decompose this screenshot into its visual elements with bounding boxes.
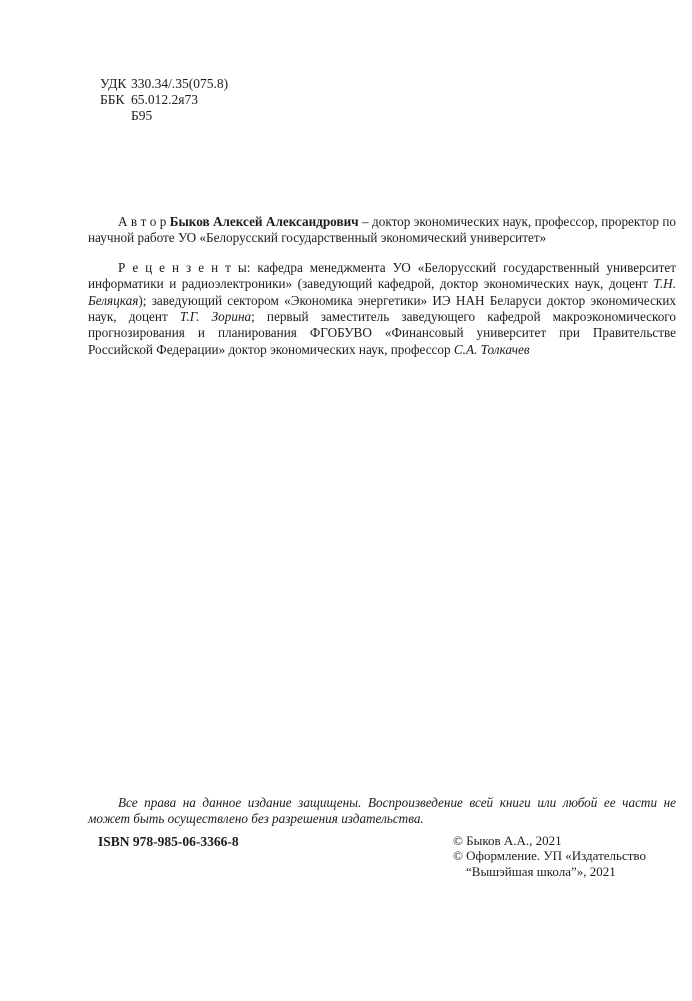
udk-line xyxy=(100,76,228,92)
author-label: А в т о р xyxy=(118,214,170,230)
reviewers-segment-1: кафедра менеджмента УО «Белорусский государственный университет информатики и радиоэлектроники» (заведующий кафедрой, доктор экономических наук, доцент xyxy=(88,260,676,292)
isbn: ISBN 978-985-06-3366-8 xyxy=(98,834,239,849)
reviewers-segment-3: ; первый заместитель заведующего кафедрой макроэкономического прогнозирования и планирования ФГОБУВО «Финансовый университет при Правительстве Российской Федерации» доктор экономических наук, профессор xyxy=(88,309,676,357)
rights-notice: Все права на данное издание защищены. Воспроизведение всей книги или любой ее части не может быть осуществлено без разрешения издательства. xyxy=(88,795,676,827)
reviewer-name-2: Т.Г. Зорина xyxy=(179,309,252,325)
reviewers-segment-2: ); заведующий сектором «Экономика энергетики» ИЭ НАН Беларуси доктор экономических наук, доцент xyxy=(88,292,676,325)
reviewers-label: Р е ц е н з е н т ы: xyxy=(118,260,258,276)
copyright-design-line-1: © Оформление. УП «Издательство xyxy=(453,848,646,864)
copyright-design-line-2: “Вышэйшая школа”», 2021 xyxy=(466,863,616,879)
author-code: Б95 xyxy=(131,108,153,124)
author-code-line xyxy=(100,108,228,124)
reviewers-paragraph xyxy=(88,260,676,358)
bbk-label: ББК xyxy=(100,92,125,108)
reviewer-name-3: С.А. Толкачев xyxy=(453,341,530,357)
author-paragraph xyxy=(88,214,676,247)
bbk-value: 65.012.2я73 xyxy=(131,92,198,108)
author-description: – доктор экономических наук, профессор, проректор по научной работе УО «Белорусский государственный экономический университет» xyxy=(88,214,676,246)
copyright-author-line: © Быков А.А., 2021 xyxy=(453,833,562,848)
bibliographic-codes xyxy=(100,76,228,125)
reviewer-name-1: Т.Н. Беляцкая xyxy=(88,276,676,308)
udk-value: 330.34/.35(075.8) xyxy=(131,76,229,91)
udk-label: УДК xyxy=(100,76,127,91)
copyright-block xyxy=(453,833,646,879)
bbk-line xyxy=(100,92,228,108)
author-name: Быков Алексей Александрович xyxy=(169,214,359,230)
